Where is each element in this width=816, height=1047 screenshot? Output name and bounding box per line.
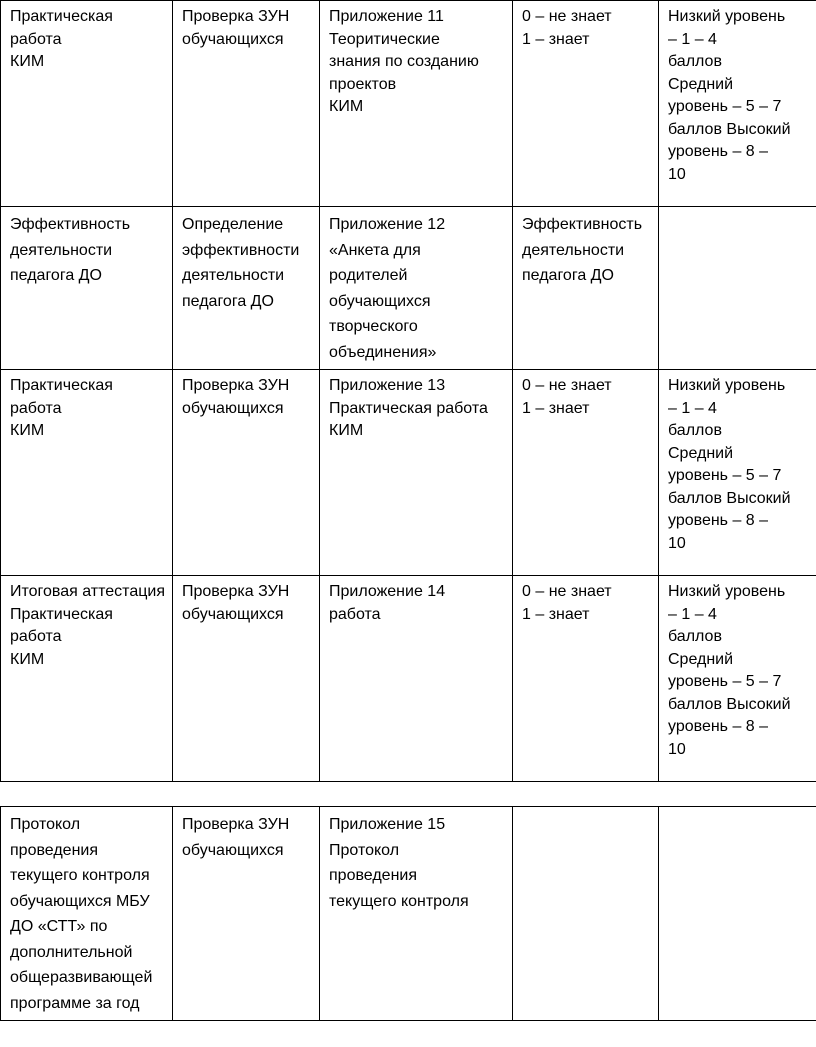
appendix-cell: Приложение 12 «Анкета для родителей обучающихся творческого объединения» bbox=[320, 207, 513, 370]
table-row bbox=[1, 576, 816, 782]
criteria-cell: Эффективность деятельности педагога ДО bbox=[513, 207, 659, 370]
criteria-cell: 0 – не знает 1 – знает bbox=[513, 1, 659, 207]
appendix-cell: Приложение 13 Практическая работа КИМ bbox=[320, 370, 513, 576]
form-cell: Протокол проведения текущего контроля обучающихся МБУ ДО «СТТ» по дополнительной общеразвивающей программе за год bbox=[1, 807, 173, 1021]
levels-cell bbox=[659, 207, 816, 370]
protocol-table bbox=[0, 806, 816, 1021]
form-cell: Практическая работа КИМ bbox=[1, 370, 173, 576]
table-row bbox=[1, 1, 816, 207]
table-row bbox=[1, 370, 816, 576]
levels-cell bbox=[659, 807, 816, 1021]
purpose-cell: Проверка ЗУН обучающихся bbox=[173, 370, 320, 576]
levels-cell: Низкий уровень – 1 – 4 баллов Средний уровень – 5 – 7 баллов Высокий уровень – 8 – 10 bbox=[659, 1, 816, 207]
purpose-cell: Определение эффективности деятельности педагога ДО bbox=[173, 207, 320, 370]
appendix-cell: Приложение 15 Протокол проведения текущего контроля bbox=[320, 807, 513, 1021]
criteria-cell bbox=[513, 807, 659, 1021]
purpose-cell: Проверка ЗУН обучающихся bbox=[173, 807, 320, 1021]
form-cell: Практическая работа КИМ bbox=[1, 1, 173, 207]
appendix-cell: Приложение 14 работа bbox=[320, 576, 513, 782]
levels-cell: Низкий уровень – 1 – 4 баллов Средний уровень – 5 – 7 баллов Высокий уровень – 8 – 10 bbox=[659, 576, 816, 782]
form-cell: Эффективность деятельности педагога ДО bbox=[1, 207, 173, 370]
criteria-cell: 0 – не знает 1 – знает bbox=[513, 370, 659, 576]
table-row bbox=[1, 207, 816, 370]
table-row bbox=[1, 807, 816, 1021]
purpose-cell: Проверка ЗУН обучающихся bbox=[173, 1, 320, 207]
form-cell: Итоговая аттестация Практическая работа КИМ bbox=[1, 576, 173, 782]
criteria-cell: 0 – не знает 1 – знает bbox=[513, 576, 659, 782]
levels-cell: Низкий уровень – 1 – 4 баллов Средний уровень – 5 – 7 баллов Высокий уровень – 8 – 10 bbox=[659, 370, 816, 576]
appendix-cell: Приложение 11 Теоритические знания по созданию проектов КИМ bbox=[320, 1, 513, 207]
purpose-cell: Проверка ЗУН обучающихся bbox=[173, 576, 320, 782]
